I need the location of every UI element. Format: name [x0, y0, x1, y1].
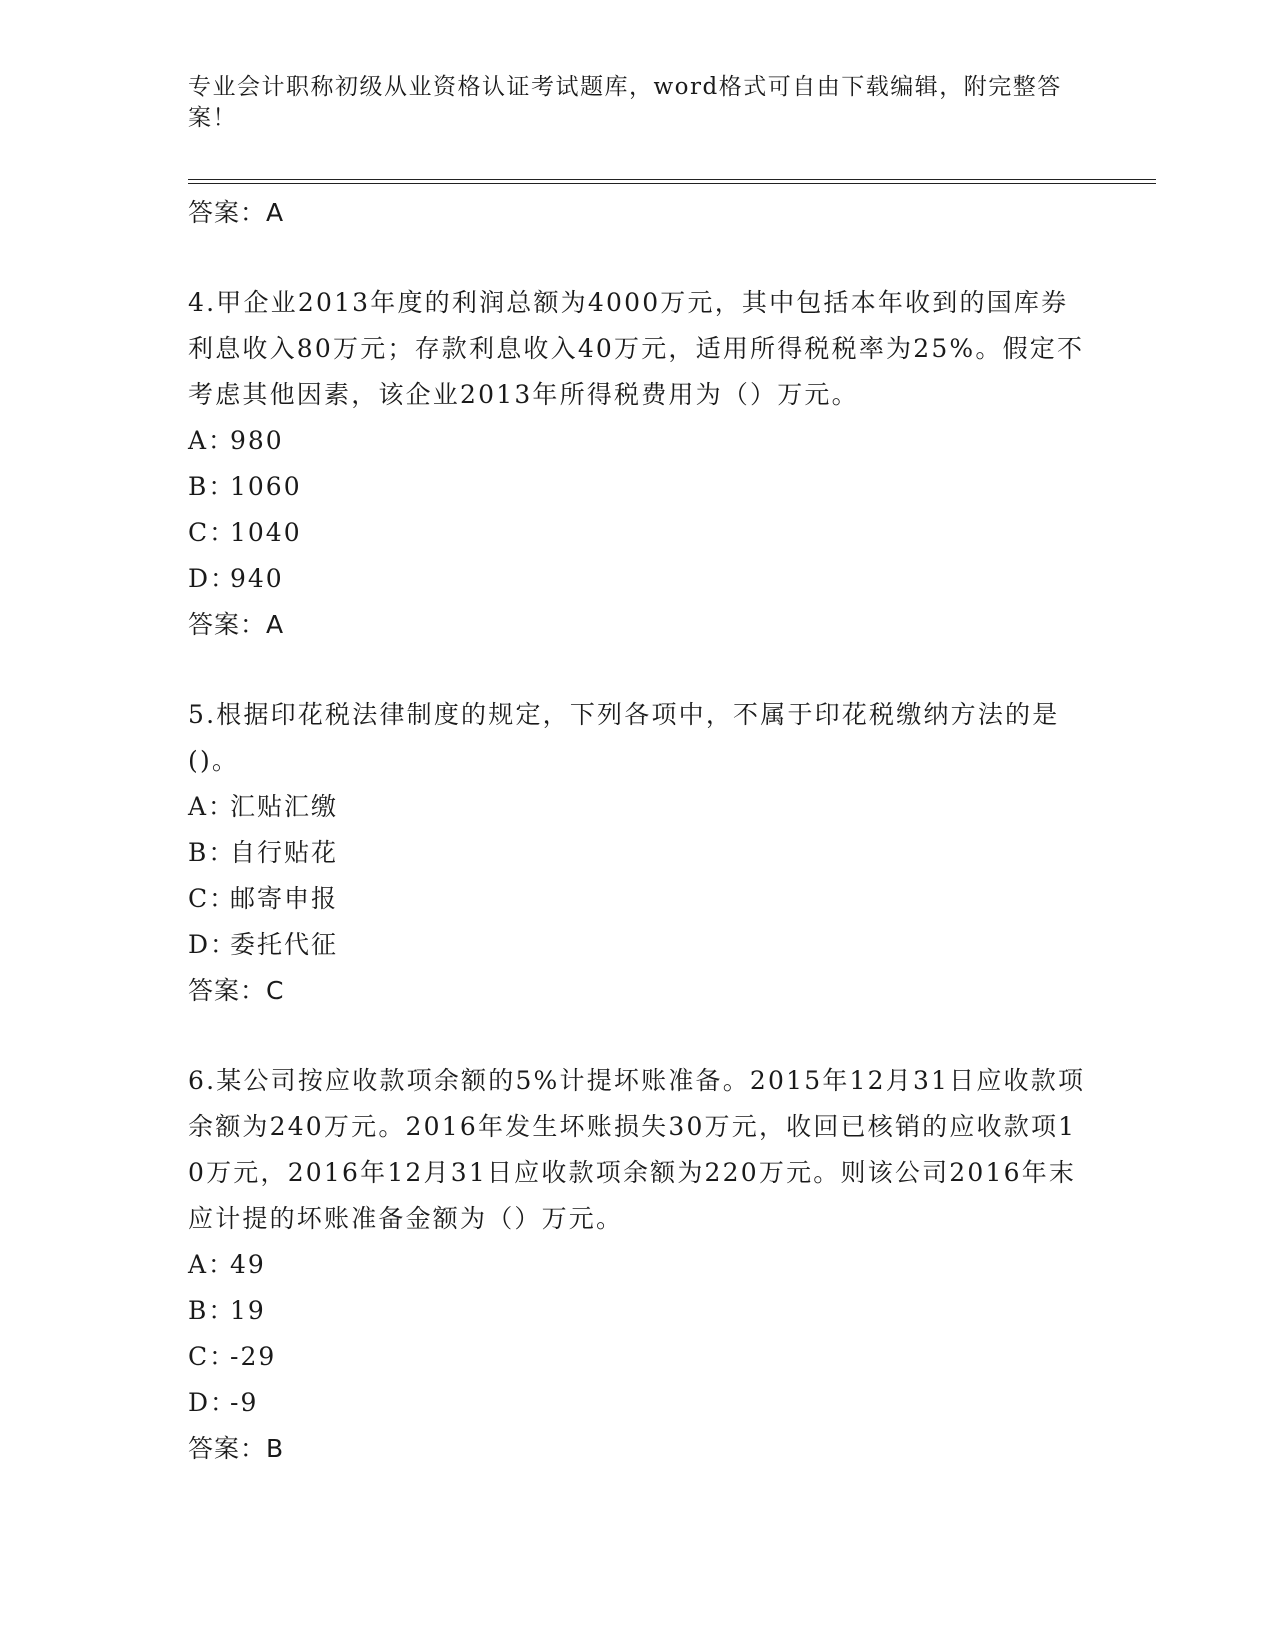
- answer-line: 答案：A: [188, 198, 285, 227]
- option-text: 980: [230, 426, 284, 455]
- option-c: [188, 510, 1088, 556]
- option-a: [188, 784, 1088, 830]
- option-d: [188, 922, 1088, 968]
- spacer: [188, 1014, 1088, 1058]
- option-c: [188, 876, 1088, 922]
- option-d: [188, 1380, 1088, 1426]
- option-text: 49: [230, 1250, 266, 1279]
- option-key: B：: [188, 838, 236, 867]
- spacer: [188, 236, 1088, 280]
- option-key: B：: [188, 472, 236, 501]
- option-key: A：: [188, 792, 236, 821]
- answer-line: 答案：A: [188, 610, 285, 639]
- option-text: 1060: [230, 472, 302, 501]
- question-block: [188, 692, 1088, 1014]
- option-text: -29: [230, 1342, 277, 1371]
- question-block: [188, 280, 1088, 648]
- option-key: A：: [188, 426, 236, 455]
- header-divider-top: [188, 179, 1156, 180]
- question-content: [188, 190, 1088, 1472]
- option-key: A：: [188, 1250, 236, 1279]
- option-text: 940: [230, 564, 284, 593]
- option-text: -9: [230, 1388, 259, 1417]
- option-key: D：: [188, 1388, 238, 1417]
- option-key: D：: [188, 930, 238, 959]
- option-key: B：: [188, 1296, 236, 1325]
- question-block: [188, 1058, 1088, 1472]
- option-a: [188, 418, 1088, 464]
- question-stem: 4.甲企业2013年度的利润总额为4000万元，其中包括本年收到的国库券利息收入80万元；存款利息收入40万元，适用所得税税率为25%。假定不考虑其他因素，该企业2013年所得税费用为（）万元。: [188, 288, 1085, 409]
- spacer: [188, 648, 1088, 692]
- option-key: D：: [188, 564, 238, 593]
- option-text: 邮寄申报: [230, 884, 339, 913]
- answer-line: 答案：B: [188, 1434, 285, 1463]
- answer-line: 答案：C: [188, 976, 285, 1005]
- option-key: C：: [188, 884, 237, 913]
- option-text: 自行贴花: [230, 838, 339, 867]
- option-b: [188, 1288, 1088, 1334]
- option-b: [188, 464, 1088, 510]
- option-text: 委托代征: [230, 930, 339, 959]
- header-divider-bottom: [188, 183, 1156, 184]
- option-d: [188, 556, 1088, 602]
- question-stem: 5.根据印花税法律制度的规定，下列各项中，不属于印花税缴纳方法的是()。: [188, 700, 1060, 775]
- option-text: 汇贴汇缴: [230, 792, 339, 821]
- option-c: [188, 1334, 1088, 1380]
- option-text: 19: [230, 1296, 266, 1325]
- option-key: C：: [188, 518, 237, 547]
- page-header: 专业会计职称初级从业资格认证考试题库，word格式可自由下载编辑，附完整答案！: [188, 74, 1062, 131]
- option-b: [188, 830, 1088, 876]
- option-key: C：: [188, 1342, 237, 1371]
- option-text: 1040: [230, 518, 302, 547]
- question-stem: 6.某公司按应收款项余额的5%计提坏账准备。2015年12月31日应收款项余额为240万元。2016年发生坏账损失30万元，收回已核销的应收款项10万元，2016年12月31日应收款项余额为220万元。则该公司2016年末应计提的坏账准备金额为（）万元。: [188, 1066, 1086, 1233]
- option-a: [188, 1242, 1088, 1288]
